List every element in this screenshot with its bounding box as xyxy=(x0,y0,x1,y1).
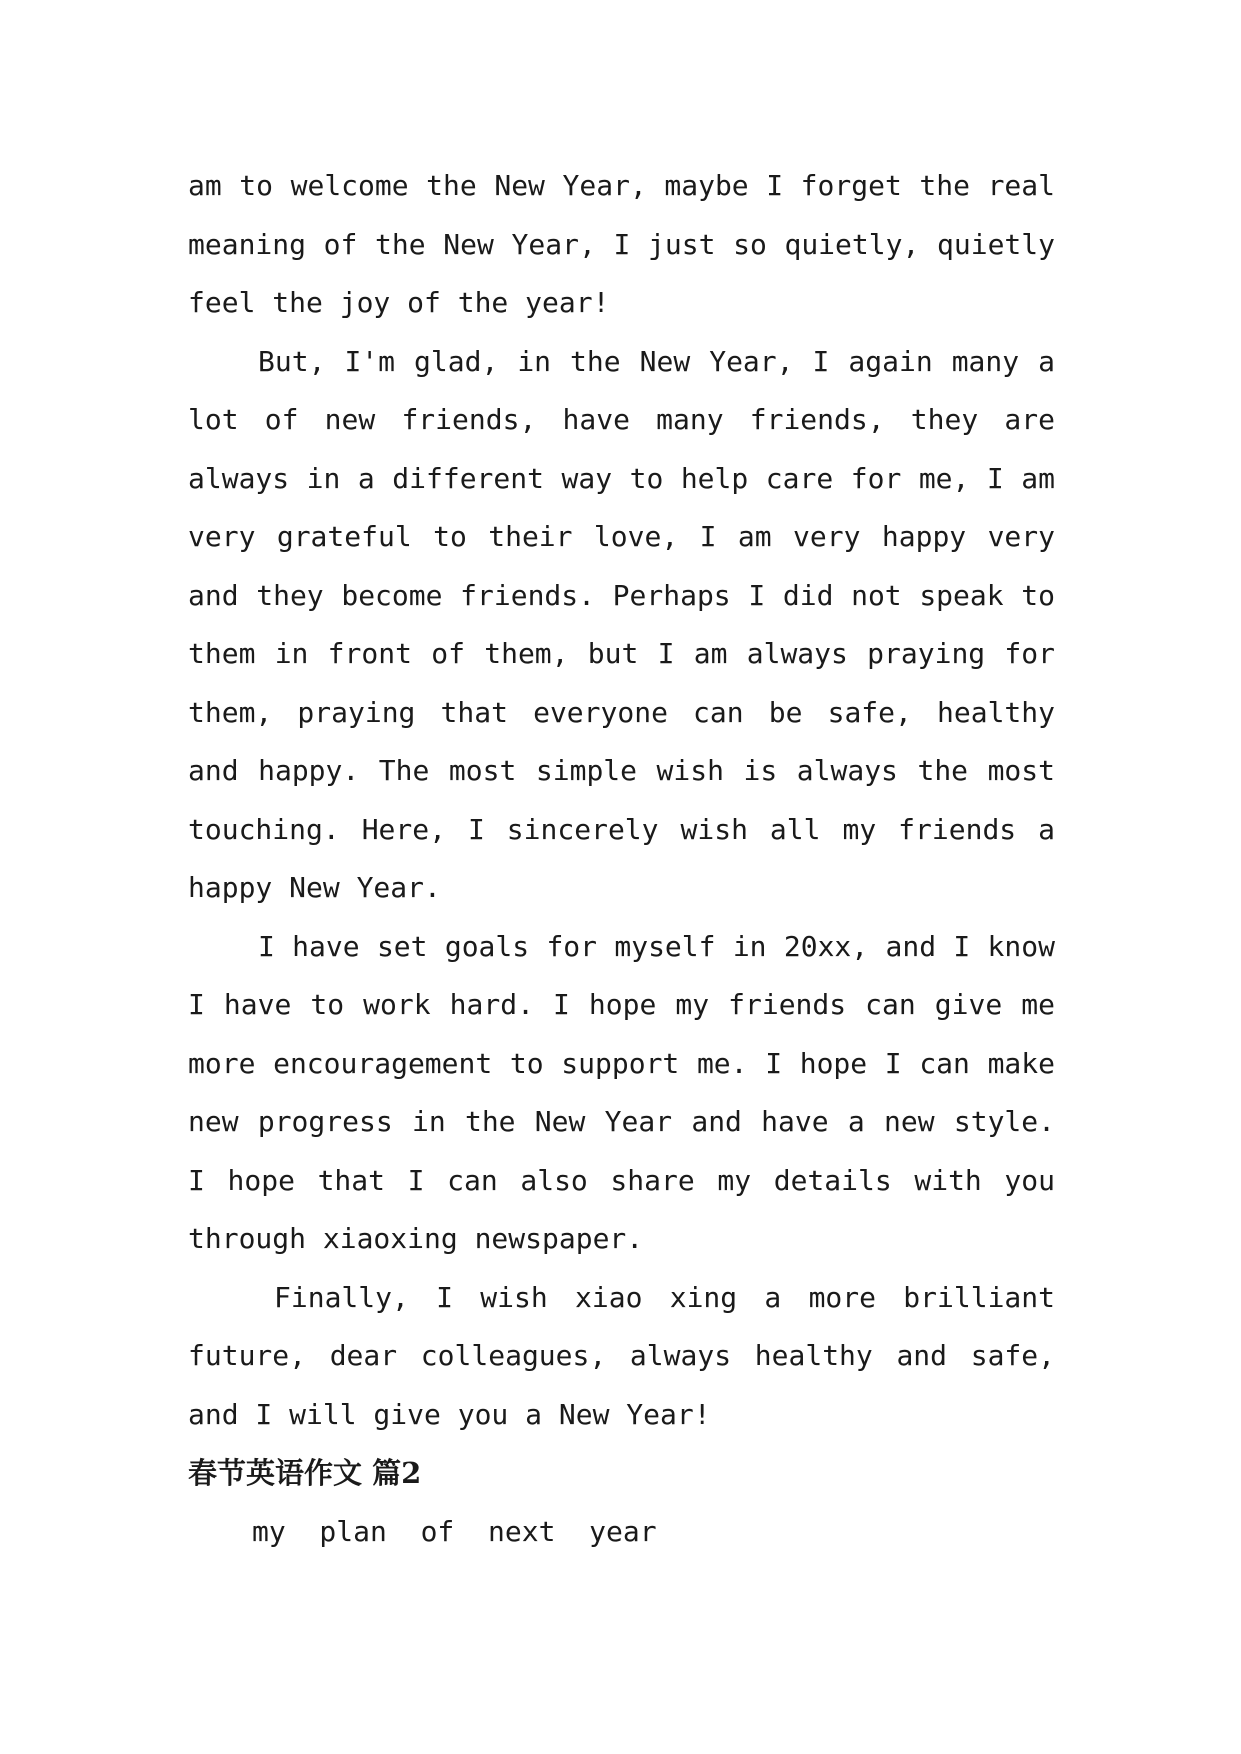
section-subtitle: my plan of next year xyxy=(252,1514,657,1548)
paragraph-closing-wish: Finally, I wish xiao xing a more brilliant future, dear colleagues, always healthy and safe, and I will give you a New Year! xyxy=(188,1280,1055,1431)
paragraph-new-friends: But, I'm glad, in the New Year, I again many a lot of new friends, have many friends, they are always in a different way to help care for me, I am very grateful to their love, I am very happy very and they become friends. Perhaps I did not speak to them in front of them, but I am always praying for them, praying that everyone can be safe, healthy and happy. The most simple wish is always the most touching. Here, I sincerely wish all my friends a happy New Year. xyxy=(188,344,1055,904)
document-body xyxy=(188,157,1055,1561)
section-heading: 春节英语作文 篇2 xyxy=(188,1456,422,1490)
paragraph-continuation: am to welcome the New Year, maybe I forget the real meaning of the New Year, I just so quietly, quietly feel the joy of the year! xyxy=(188,169,1055,319)
paragraph-goals: I have set goals for myself in 20xx, and I know I have to work hard. I hope my friends can give me more encouragement to support me. I hope I can make new progress in the New Year and have a new style. I hope that I can also share my details with you through xiaoxing newspaper. xyxy=(188,929,1055,1255)
